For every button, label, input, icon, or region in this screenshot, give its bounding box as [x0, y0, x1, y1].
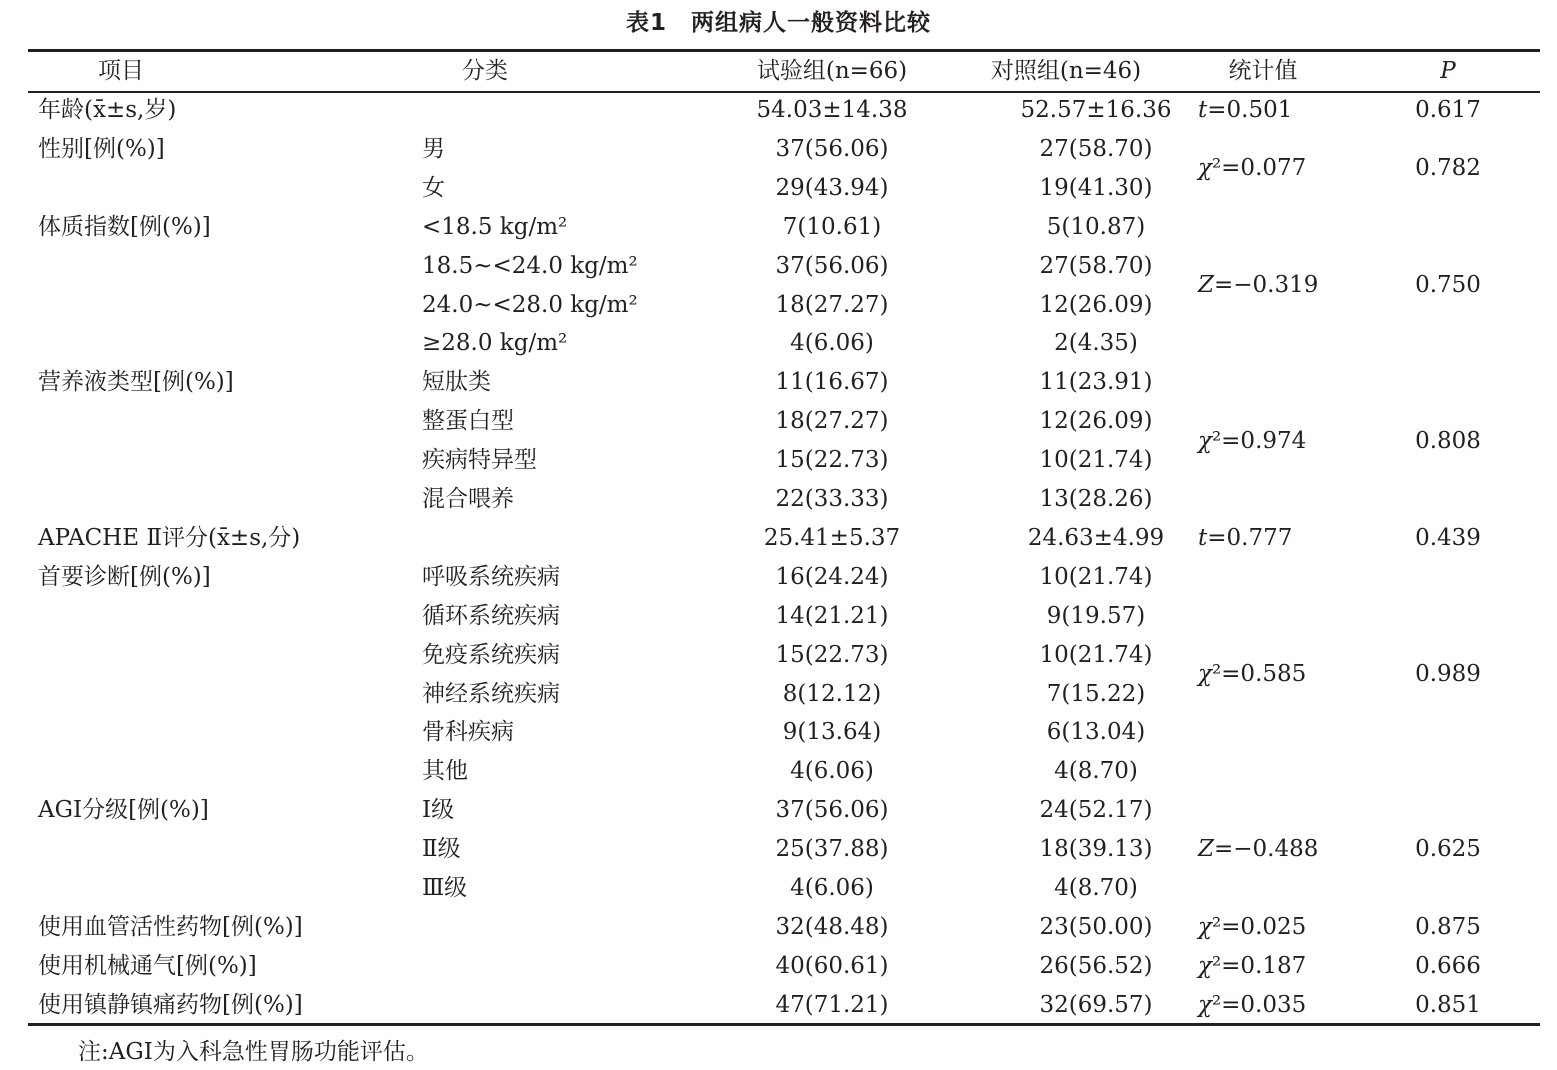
- row-trial-value: 16(24.24): [775, 563, 889, 590]
- row-control-value: 52.57±16.36: [1020, 97, 1172, 123]
- row-control-value: 9(19.57): [1046, 602, 1146, 629]
- header-control: 对照组(n=46): [990, 58, 1142, 84]
- row-trial-value: 15(22.73): [775, 641, 889, 668]
- table-note: 注:AGI为入科急性胃肠功能评估。: [78, 1039, 429, 1065]
- row-item-label: 年龄(x̄±s,岁): [38, 97, 177, 123]
- row-trial-value: 37(56.06): [775, 252, 889, 279]
- row-item-label: 性别[例(%)]: [38, 135, 165, 162]
- row-trial-value: 9(13.64): [782, 719, 882, 746]
- row-statistic: t=0.501: [1198, 97, 1293, 123]
- row-trial-value: 18(27.27): [775, 291, 889, 318]
- header-category: 分类: [462, 58, 508, 84]
- row-p-value: 0.750: [1415, 272, 1481, 299]
- table-title: 表1 两组病人一般资料比较: [625, 10, 931, 36]
- row-control-value: 10(21.74): [1039, 447, 1153, 474]
- row-p-value: 0.808: [1415, 427, 1481, 454]
- row-statistic: Z=−0.488: [1198, 836, 1319, 863]
- row-trial-value: 25(37.88): [775, 836, 889, 863]
- row-control-value: 4(8.70): [1054, 758, 1138, 785]
- row-item-label: 营养液类型[例(%)]: [38, 369, 234, 396]
- row-p-value: 0.851: [1415, 991, 1481, 1018]
- row-trial-value: 37(56.06): [775, 135, 889, 162]
- row-control-value: 5(10.87): [1046, 213, 1146, 240]
- row-control-value: 7(15.22): [1046, 680, 1146, 707]
- header-item: 项目: [98, 58, 144, 84]
- row-control-value: 12(26.09): [1039, 408, 1153, 435]
- row-trial-value: 7(10.61): [782, 213, 882, 240]
- row-category: 男: [422, 135, 445, 162]
- row-category: 其他: [422, 758, 468, 785]
- row-trial-value: 11(16.67): [775, 369, 889, 396]
- row-item-label: 使用镇静镇痛药物[例(%)]: [38, 991, 303, 1018]
- row-statistic: t=0.777: [1198, 524, 1293, 551]
- row-category: Ⅲ级: [422, 875, 468, 901]
- row-p-value: 0.989: [1415, 661, 1481, 688]
- row-category: 整蛋白型: [422, 408, 514, 435]
- row-category: <18.5 kg/m²: [422, 213, 568, 240]
- row-statistic: χ²=0.035: [1198, 991, 1307, 1018]
- row-category: 混合喂养: [422, 486, 514, 512]
- row-control-value: 18(39.13): [1039, 836, 1153, 863]
- row-category: Ⅱ级: [422, 836, 461, 863]
- row-control-value: 27(58.70): [1039, 252, 1153, 279]
- row-category: Ⅰ级: [422, 797, 455, 824]
- row-category: 女: [422, 174, 445, 201]
- row-p-value: 0.625: [1415, 836, 1481, 863]
- header-trial: 试验组(n=66): [756, 58, 908, 84]
- row-control-value: 32(69.57): [1039, 991, 1153, 1018]
- row-control-value: 4(8.70): [1054, 875, 1138, 901]
- row-trial-value: 4(6.06): [790, 758, 874, 785]
- row-category: ≥28.0 kg/m²: [422, 330, 568, 357]
- row-item-label: AGI分级[例(%)]: [38, 797, 209, 824]
- row-category: 免疫系统疾病: [422, 641, 560, 668]
- row-category: 循环系统疾病: [422, 602, 560, 629]
- row-category: 骨科疾病: [422, 719, 514, 746]
- row-control-value: 10(21.74): [1039, 563, 1153, 590]
- row-control-value: 12(26.09): [1039, 291, 1153, 318]
- row-category: 18.5~<24.0 kg/m²: [422, 252, 638, 279]
- table-bottom-rule: [28, 1023, 1540, 1026]
- row-category: 短肽类: [422, 369, 491, 396]
- row-control-value: 19(41.30): [1039, 174, 1153, 201]
- row-p-value: 0.617: [1415, 97, 1481, 123]
- row-trial-value: 15(22.73): [775, 447, 889, 474]
- row-trial-value: 40(60.61): [775, 952, 889, 979]
- row-trial-value: 37(56.06): [775, 797, 889, 824]
- row-item-label: 体质指数[例(%)]: [38, 213, 211, 240]
- row-trial-value: 18(27.27): [775, 408, 889, 435]
- row-control-value: 2(4.35): [1054, 330, 1138, 357]
- row-item-label: APACHE Ⅱ评分(x̄±s,分): [38, 524, 301, 551]
- row-p-value: 0.875: [1415, 913, 1481, 940]
- row-category: 神经系统疾病: [422, 680, 560, 707]
- row-trial-value: 25.41±5.37: [763, 524, 901, 551]
- row-p-value: 0.666: [1415, 952, 1481, 979]
- row-statistic: χ²=0.585: [1198, 661, 1307, 688]
- row-statistic: χ²=0.187: [1198, 952, 1307, 979]
- row-trial-value: 4(6.06): [790, 875, 874, 901]
- row-control-value: 24(52.17): [1039, 797, 1153, 824]
- row-control-value: 13(28.26): [1039, 486, 1153, 512]
- row-item-label: 首要诊断[例(%)]: [38, 563, 211, 590]
- row-trial-value: 54.03±14.38: [756, 97, 908, 123]
- row-control-value: 11(23.91): [1039, 369, 1153, 396]
- row-control-value: 26(56.52): [1039, 952, 1153, 979]
- row-trial-value: 29(43.94): [775, 174, 889, 201]
- row-item-label: 使用机械通气[例(%)]: [38, 952, 257, 979]
- row-trial-value: 8(12.12): [782, 680, 882, 707]
- header-stat: 统计值: [1228, 58, 1298, 84]
- row-category: 呼吸系统疾病: [422, 563, 560, 590]
- header-p: P: [1440, 58, 1456, 84]
- row-item-label: 使用血管活性药物[例(%)]: [38, 913, 303, 940]
- row-p-value: 0.782: [1415, 155, 1481, 182]
- row-statistic: χ²=0.974: [1198, 427, 1307, 454]
- row-p-value: 0.439: [1415, 524, 1481, 551]
- row-statistic: Z=−0.319: [1198, 272, 1319, 299]
- row-trial-value: 47(71.21): [775, 991, 889, 1018]
- row-control-value: 10(21.74): [1039, 641, 1153, 668]
- row-trial-value: 32(48.48): [775, 913, 889, 940]
- row-statistic: χ²=0.025: [1198, 913, 1307, 940]
- row-category: 疾病特异型: [422, 447, 537, 474]
- row-control-value: 24.63±4.99: [1027, 524, 1165, 551]
- row-control-value: 27(58.70): [1039, 135, 1153, 162]
- row-trial-value: 22(33.33): [775, 486, 889, 512]
- row-control-value: 6(13.04): [1046, 719, 1146, 746]
- row-trial-value: 14(21.21): [775, 602, 889, 629]
- row-trial-value: 4(6.06): [790, 330, 874, 357]
- row-statistic: χ²=0.077: [1198, 155, 1307, 182]
- row-category: 24.0~<28.0 kg/m²: [422, 291, 638, 318]
- row-control-value: 23(50.00): [1039, 913, 1153, 940]
